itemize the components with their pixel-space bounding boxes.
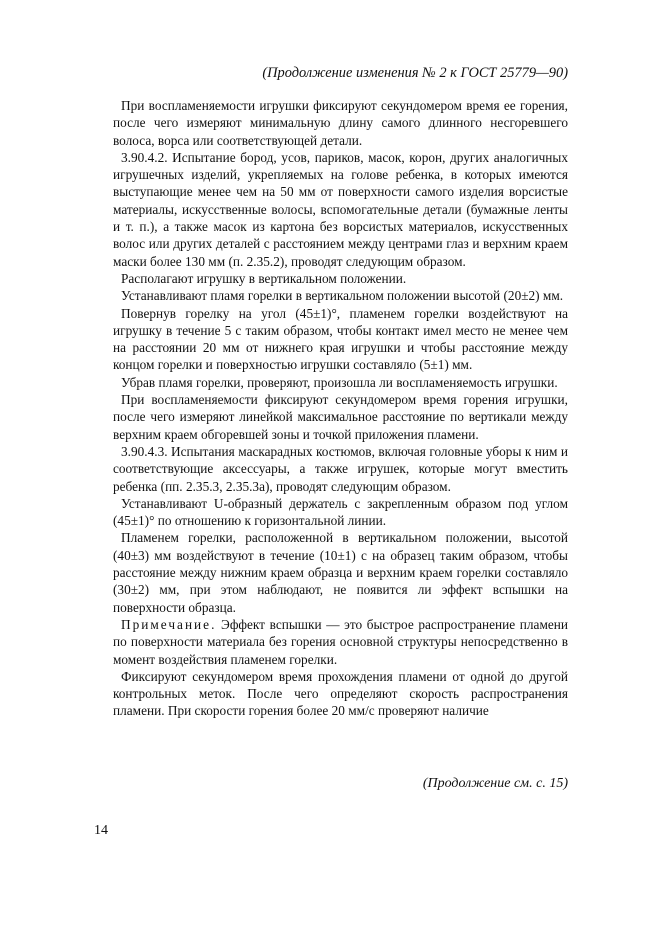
paragraph: Фиксируют секундомером время прохождения пламени от одной до другой контрольных меток. После чего определяют скорость распространения пламени. При скорости горения более 20 мм/с проверяют наличие — [113, 668, 568, 719]
paragraph: Устанавливают пламя горелки в вертикальном положении высотой (20±2) мм. — [121, 288, 564, 304]
paragraph: Пламенем горелки, расположенной в вертикальном положении, высотой (40±3) мм воздействуют в течение (10±1) с на образец таким образом, чтобы расстояние между нижним краем образца и верхним краем горелки составляло (30±2) мм, при этом наблюдают, не появится ли эффект вспышки на поверхности образца. — [113, 530, 568, 615]
running-header: (Продолжение изменения № 2 к ГОСТ 25779—90) — [262, 65, 568, 81]
page-number: 14 — [94, 823, 108, 838]
paragraph: При воспламеняемости игрушки фиксируют секундомером время ее горения, после чего измеряют минимальную длину самого длинного несгоревшего волоса, ворса или соответствующей детали. — [113, 98, 568, 148]
paragraph: Повернув горелку на угол (45±1)°, пламенем горелки воздействуют на игрушку в течение 5 с таким образом, чтобы контакт имел место не менее чем на расстоянии 20 мм от нижнего края игрушки и чтобы расстояние между концом горелки и поверхностью игрушки составляло (5±1) мм. — [113, 305, 568, 373]
note — [113, 616, 568, 668]
paragraph: Располагают игрушку в вертикальном положении. — [121, 270, 407, 286]
paragraph: При воспламеняемости фиксируют секундомером время горения игрушки, после чего измеряют линейкой максимальное расстояние по вертикали между верхним краем обгоревшей зоны и точкой приложения пламени. — [113, 392, 568, 442]
paragraph: Убрав пламя горелки, проверяют, произошла ли воспламеняемость игрушки. — [121, 374, 558, 390]
continuation-note: (Продолжение см. с. 15) — [422, 776, 568, 791]
paragraph: Устанавливают U-образный держатель с закрепленным образом под углом (45±1)° по отношению к горизонтальной линии. — [113, 495, 568, 529]
note-text: Эффект вспышки — это быстрое распространение пламени по поверхности материала без горения основной структуры непосредственно в момент воздействия пламенем горелки. — [113, 616, 568, 667]
note-label: Примечание. — [121, 616, 217, 632]
paragraph: 3.90.4.2. Испытание бород, усов, париков, масок, корон, других аналогичных игрушечных изделий, укрепляемых на голове ребенка, в которых имеются выступающие менее чем на 50 мм от поверхности самого изделия ворсистые материалы, искусственные волосы, вспомогательные детали (бумажные ленты и т. п.), а также масок из картона без ворсистых материалов, искусственных волос или других деталей с расстоянием между центрами глаз и верхним краем маски более 130 мм (п. 2.35.2), проводят следующим образом. — [113, 149, 568, 269]
body-text — [113, 97, 568, 720]
paragraph: 3.90.4.3. Испытания маскарадных костюмов, включая головные уборы к ним и соответствующие аксессуары, а также игрушек, которые могут вместить ребенка (пп. 2.35.3, 2.35.3а), проводят следующим образом. — [113, 443, 568, 494]
